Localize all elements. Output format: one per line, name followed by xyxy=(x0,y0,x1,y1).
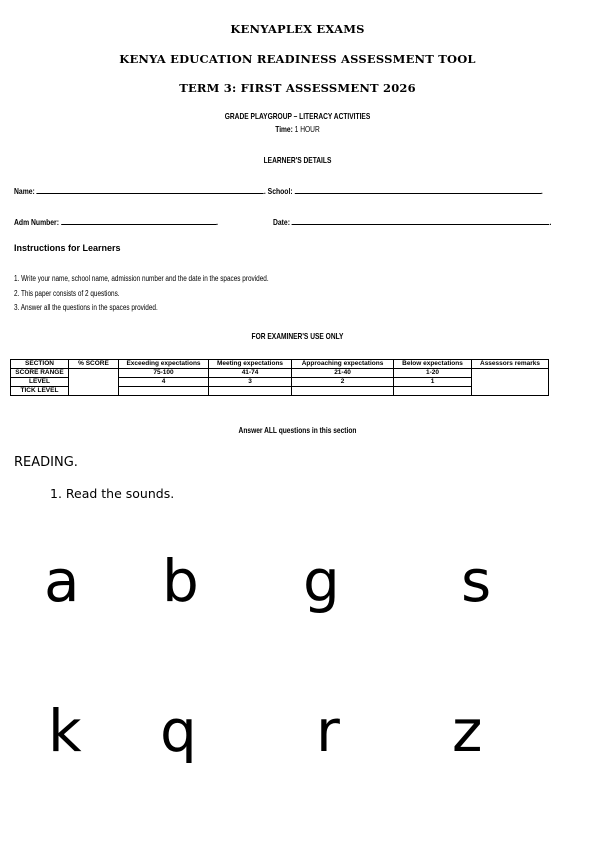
sound-letter: b xyxy=(162,547,199,615)
name-field[interactable] xyxy=(37,185,264,194)
examiner-title: FOR EXAMINER'S USE ONLY xyxy=(251,331,344,341)
grade-title: GRADE PLAYGROUP – LITERACY ACTIVITIES xyxy=(224,111,371,121)
sound-letter: z xyxy=(452,697,483,765)
instruction-item: 3. Answer all the questions in the spaces provided. xyxy=(14,303,158,312)
tick-cell[interactable] xyxy=(209,387,292,396)
examiner-table xyxy=(10,359,549,396)
tick-cell[interactable] xyxy=(292,387,394,396)
table-header-row xyxy=(11,360,549,369)
tick-cell[interactable] xyxy=(394,387,472,396)
table-header-cell: Exceeding expectations xyxy=(119,360,209,369)
sound-letter: s xyxy=(461,547,492,615)
time-value: 1 HOUR xyxy=(294,124,320,134)
table-header-cell: Approaching expectations xyxy=(292,360,394,369)
grade-line xyxy=(0,111,595,121)
learner-details-line xyxy=(0,155,595,165)
table-cell: 3 xyxy=(209,378,292,387)
sound-letter: q xyxy=(160,697,197,765)
org-title: KENYAPLEX EXAMS xyxy=(230,22,365,36)
sound-letter: r xyxy=(316,697,340,765)
term-title: TERM 3: FIRST ASSESSMENT 2026 xyxy=(179,81,416,95)
time-label: Time: xyxy=(275,124,293,134)
table-row xyxy=(11,369,549,378)
adm-field[interactable] xyxy=(61,216,216,225)
table-cell: 1-20 xyxy=(394,369,472,378)
school-label: School: xyxy=(267,186,293,196)
adm-date-row: Adm Number: . Date: . xyxy=(14,217,552,227)
time-line xyxy=(0,124,595,134)
table-header-cell: Assessors remarks xyxy=(472,360,549,369)
percent-score-cell[interactable] xyxy=(69,369,119,396)
name-label: Name: xyxy=(14,186,35,196)
section-note: Answer ALL questions in this section xyxy=(238,425,357,435)
date-label: Date: xyxy=(272,217,290,227)
sound-letter: g xyxy=(303,547,340,615)
question-1: 1. Read the sounds. xyxy=(50,486,175,501)
table-header-cell: Below expectations xyxy=(394,360,472,369)
instruction-item: 1. Write your name, school name, admission number and the date in the spaces provided. xyxy=(14,274,269,283)
section-note-line xyxy=(0,425,595,435)
row-label: SCORE RANGE xyxy=(11,369,69,378)
table-header-cell: SECTION xyxy=(11,360,69,369)
table-header-cell: Meeting expectations xyxy=(209,360,292,369)
table-cell: 2 xyxy=(292,378,394,387)
examiner-title-line xyxy=(0,331,595,341)
instructions-title: Instructions for Learners xyxy=(14,243,121,253)
reading-title: READING. xyxy=(14,455,78,470)
remarks-cell[interactable] xyxy=(472,369,549,396)
table-cell: 1 xyxy=(394,378,472,387)
row-label: LEVEL xyxy=(11,378,69,387)
tool-title: KENYA EDUCATION READINESS ASSESSMENT TOOL xyxy=(119,52,476,66)
learner-details-title: LEARNER'S DETAILS xyxy=(263,155,332,165)
sound-letter: k xyxy=(48,697,82,765)
tick-cell[interactable] xyxy=(119,387,209,396)
table-cell: 21-40 xyxy=(292,369,394,378)
table-header-cell: % SCORE xyxy=(69,360,119,369)
row-label: TICK LEVEL xyxy=(11,387,69,396)
table-cell: 41-74 xyxy=(209,369,292,378)
sound-letter: a xyxy=(44,547,80,615)
instruction-item: 2. This paper consists of 2 questions. xyxy=(14,289,120,298)
table-cell: 75-100 xyxy=(119,369,209,378)
time-text xyxy=(65,124,529,134)
table-cell: 4 xyxy=(119,378,209,387)
name-school-row: Name: . School: . xyxy=(14,186,543,196)
school-field[interactable] xyxy=(295,185,541,194)
adm-label: Adm Number: xyxy=(14,217,59,227)
date-field[interactable] xyxy=(292,216,550,225)
